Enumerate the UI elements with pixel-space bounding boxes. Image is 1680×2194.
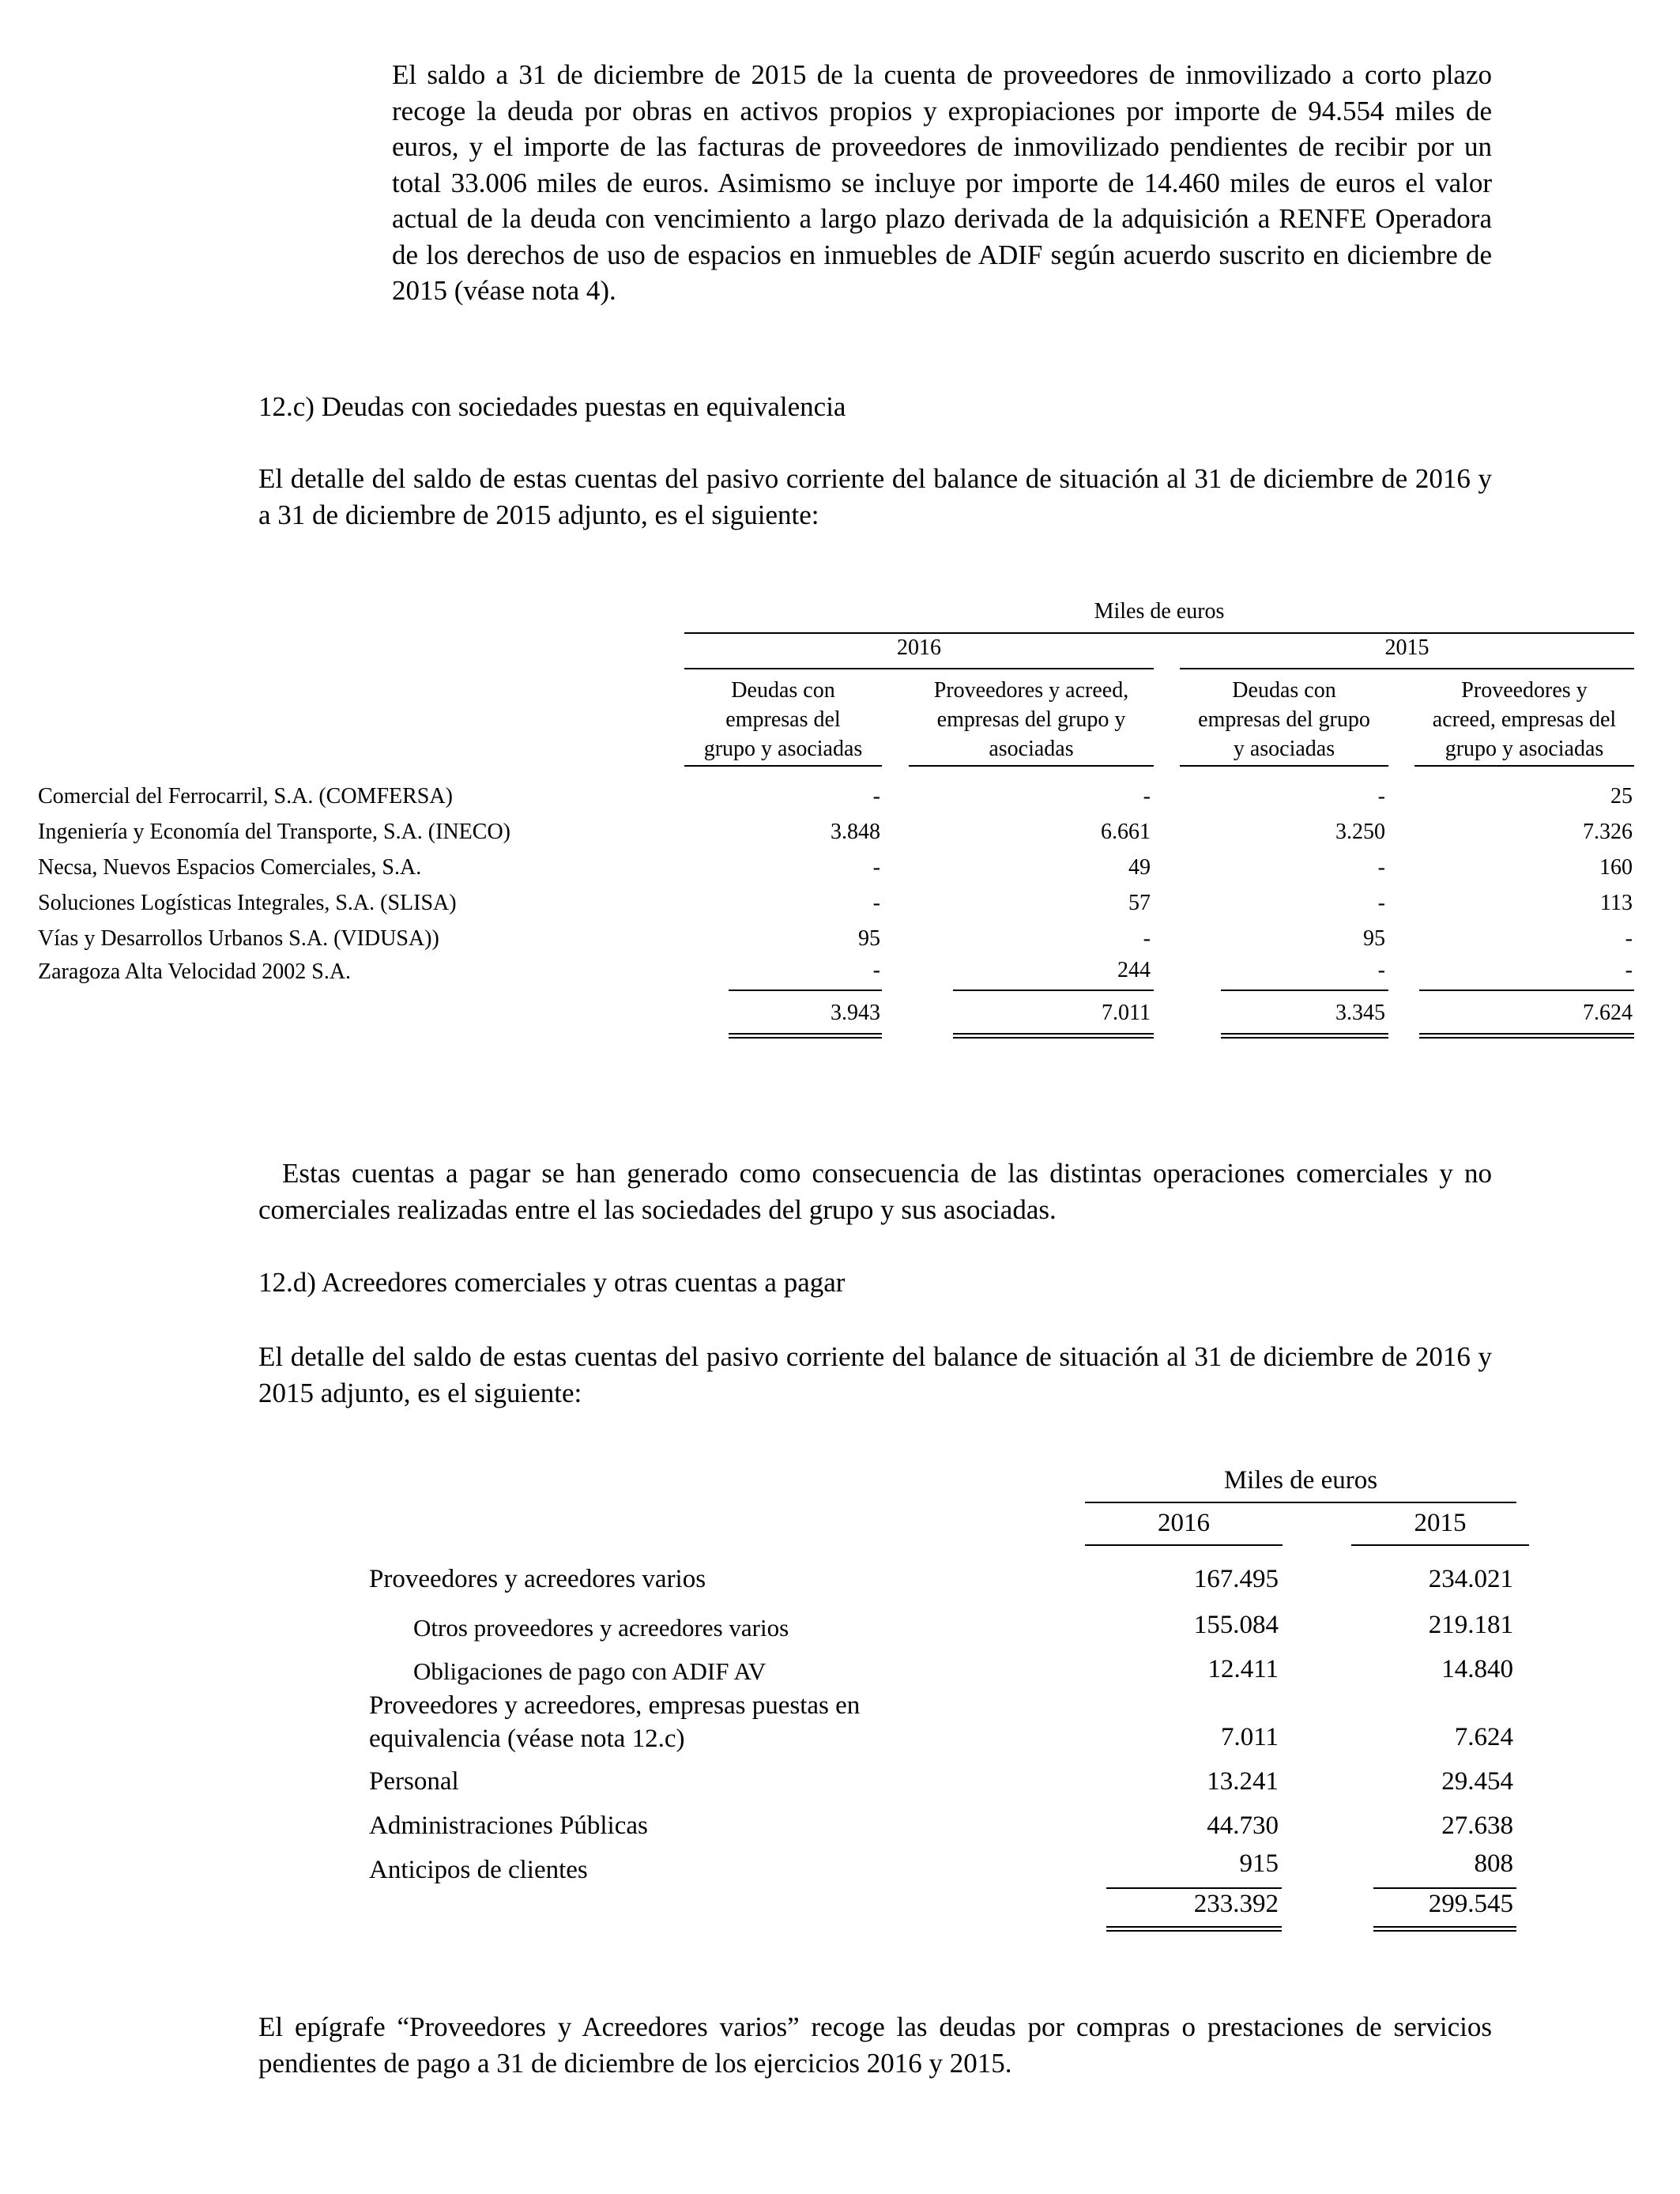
table1-header-rule xyxy=(1414,765,1634,767)
table2-cell: 44.730 xyxy=(1207,1811,1279,1840)
table1-col-header: Deudas con empresas del grupo y asociadas xyxy=(1198,678,1370,761)
table1-subtotal-rule xyxy=(953,990,1154,991)
table2-cell: 27.638 xyxy=(1441,1811,1513,1840)
paragraph-inmovilizado: El saldo a 31 de diciembre de 2015 de la cuenta de proveedores de inmovilizado a corto plazo recoge la deuda por obras en activos propios y expropiaciones por importe de 94.554 miles de euros, y el importe de las facturas de proveedores de inmovilizado pendientes de recibir por un total 33.006 miles de euros. Asimismo se incluye por importe de 14.460 miles de euros el valor actual de la deuda con vencimiento a largo plazo derivada de la adquisición a RENFE Operadora de los derechos de uso de espacios en inmuebles de ADIF según acuerdo suscrito en diciembre de 2015 (véase nota 4). xyxy=(392,59,1492,306)
table1-units: Miles de euros xyxy=(1094,599,1225,624)
table1-cell: 113 xyxy=(1600,891,1633,915)
table1-year-2016: 2016 xyxy=(897,635,941,660)
table2-units-rule xyxy=(1085,1502,1516,1503)
table2-total-double-rule xyxy=(1373,1926,1516,1932)
table1-cell: - xyxy=(1377,855,1385,880)
paragraph-epigrafe: El epígrafe “Proveedores y Acreedores varios” recoge las deudas por compras o prestaciones de servicios pendientes de pago a 31 de diciembre de los ejercicios 2016 y 2015. xyxy=(258,2011,1492,2079)
table1-cell: 57 xyxy=(1128,891,1151,915)
table1-row-label: Soluciones Logísticas Integrales, S.A. (SLISA) xyxy=(38,891,457,915)
table1-cell: 7.326 xyxy=(1583,820,1633,844)
table2-subtotal-rule xyxy=(1373,1887,1516,1889)
table2-year-rule-2016 xyxy=(1085,1544,1283,1546)
table2-cell: 14.840 xyxy=(1441,1655,1513,1683)
table1-subtotal-rule xyxy=(1419,990,1634,991)
table1-col-header: Proveedores y acreed, empresas del grupo y asociadas xyxy=(933,678,1129,761)
table1-header-rule xyxy=(684,765,882,767)
table2-row-label: Administraciones Públicas xyxy=(369,1811,648,1840)
table2-row-label: Proveedores y acreedores varios xyxy=(369,1565,706,1593)
table2-cell: 13.241 xyxy=(1207,1767,1279,1796)
paragraph-cuentas-a-pagar: Estas cuentas a pagar se han generado como consecuencia de las distintas operaciones comerciales y no comerciales realizadas entre el las sociedades del grupo y sus asociadas. xyxy=(258,1158,1492,1225)
table2-year-rule-2015 xyxy=(1351,1544,1529,1546)
table1-cell: - xyxy=(872,891,880,915)
table1-cell: 49 xyxy=(1128,855,1151,880)
table1-row-label: Vías y Desarrollos Urbanos S.A. (VIDUSA)) xyxy=(38,926,439,951)
table2-row-label: Anticipos de clientes xyxy=(369,1856,588,1884)
table1-cell: - xyxy=(872,855,880,880)
table1-total: 7.011 xyxy=(1102,1001,1151,1025)
table2-total: 299.545 xyxy=(1428,1890,1513,1918)
table2-cell: 7.624 xyxy=(1454,1723,1513,1751)
table1-total-double-rule xyxy=(1419,1033,1634,1039)
table1-subtotal-rule xyxy=(729,990,882,991)
table1-cell: - xyxy=(1377,784,1385,809)
table1-total: 3.943 xyxy=(831,1001,880,1025)
table2-cell: 234.021 xyxy=(1428,1565,1513,1593)
section-heading-12d: 12.d) Acreedores comerciales y otras cuentas a pagar xyxy=(258,1267,846,1298)
table2-cell: 219.181 xyxy=(1428,1611,1513,1639)
paragraph-detalle-12c: El detalle del saldo de estas cuentas del pasivo corriente del balance de situación al 31 de diciembre de 2016 y a 31 de diciembre de 2015 adjunto, es el siguiente: xyxy=(258,463,1492,530)
table2-row-label: Otros proveedores y acreedores varios xyxy=(413,1614,789,1642)
table1-cell: - xyxy=(872,958,880,982)
table1-subtotal-rule xyxy=(1221,990,1388,991)
section-heading-12c: 12.c) Deudas con sociedades puestas en equivalencia xyxy=(258,391,846,422)
table1-units-rule xyxy=(684,632,1634,634)
table2-units: Miles de euros xyxy=(1223,1466,1378,1495)
table1-cell: 3.250 xyxy=(1335,820,1385,844)
table1-total: 3.345 xyxy=(1335,1001,1385,1025)
table1-cell: - xyxy=(1625,958,1633,982)
table1-header-rule xyxy=(1180,765,1388,767)
table1-cell: - xyxy=(1377,891,1385,915)
table1-cell: 244 xyxy=(1117,958,1151,982)
table1-year-rule-2016 xyxy=(684,668,1154,669)
table2-year-2015: 2015 xyxy=(1414,1509,1467,1537)
table1-cell: - xyxy=(1143,926,1151,951)
table1-row-label: Ingeniería y Economía del Transporte, S.A. (INECO) xyxy=(38,820,510,844)
table1-row-label: Necsa, Nuevos Espacios Comerciales, S.A. xyxy=(38,855,422,880)
table1-cell: - xyxy=(1377,958,1385,982)
table1-total-double-rule xyxy=(953,1033,1154,1039)
table2-cell: 167.495 xyxy=(1193,1565,1279,1593)
table1-year-rule-2015 xyxy=(1180,668,1634,669)
table2-cell: 12.411 xyxy=(1207,1655,1279,1683)
table2-cell: 29.454 xyxy=(1441,1767,1513,1796)
table1-row-label: Zaragoza Alta Velocidad 2002 S.A. xyxy=(38,959,352,984)
table2-cell: 155.084 xyxy=(1193,1611,1279,1639)
table1-cell: 25 xyxy=(1610,784,1633,809)
table1-cell: 6.661 xyxy=(1101,820,1151,844)
table1-cell: - xyxy=(872,784,880,809)
table1-col-header: Deudas con empresas del grupo y asociadas xyxy=(703,678,863,761)
table1-col-header: Proveedores y acreed, empresas del grupo y asociadas xyxy=(1432,678,1617,761)
table1-total-double-rule xyxy=(1221,1033,1388,1039)
table1-cell: 95 xyxy=(858,926,880,951)
table2-total: 233.392 xyxy=(1193,1890,1279,1918)
table2-row-label: Personal xyxy=(369,1767,459,1796)
table1-cell: - xyxy=(1625,926,1633,951)
table1-total-double-rule xyxy=(729,1033,882,1039)
table2-total-double-rule xyxy=(1106,1926,1282,1932)
table2-row-label: Proveedores y acreedores, empresas puestas en equivalencia (véase nota 12.c) xyxy=(369,1691,861,1753)
table1-row-label: Comercial del Ferrocarril, S.A. (COMFERSA) xyxy=(38,784,453,809)
table1-total: 7.624 xyxy=(1583,1001,1633,1025)
table1-cell: 3.848 xyxy=(831,820,880,844)
table2-cell: 7.011 xyxy=(1220,1723,1279,1751)
table2-cell: 915 xyxy=(1239,1849,1279,1878)
paragraph-detalle-12d: El detalle del saldo de estas cuentas del pasivo corriente del balance de situación al 31 de diciembre de 2016 y 2015 adjunto, es el siguiente: xyxy=(258,1341,1492,1408)
table2-subtotal-rule xyxy=(1106,1887,1282,1889)
table2-cell: 808 xyxy=(1474,1849,1513,1878)
table1-cell: 160 xyxy=(1599,855,1633,880)
table1-header-rule xyxy=(909,765,1154,767)
table1-year-2015: 2015 xyxy=(1384,635,1430,660)
table2-year-2016: 2016 xyxy=(1158,1509,1210,1537)
table2-row-label: Obligaciones de pago con ADIF AV xyxy=(413,1657,767,1685)
table1-cell: - xyxy=(1143,784,1151,809)
table1-cell: 95 xyxy=(1363,926,1385,951)
